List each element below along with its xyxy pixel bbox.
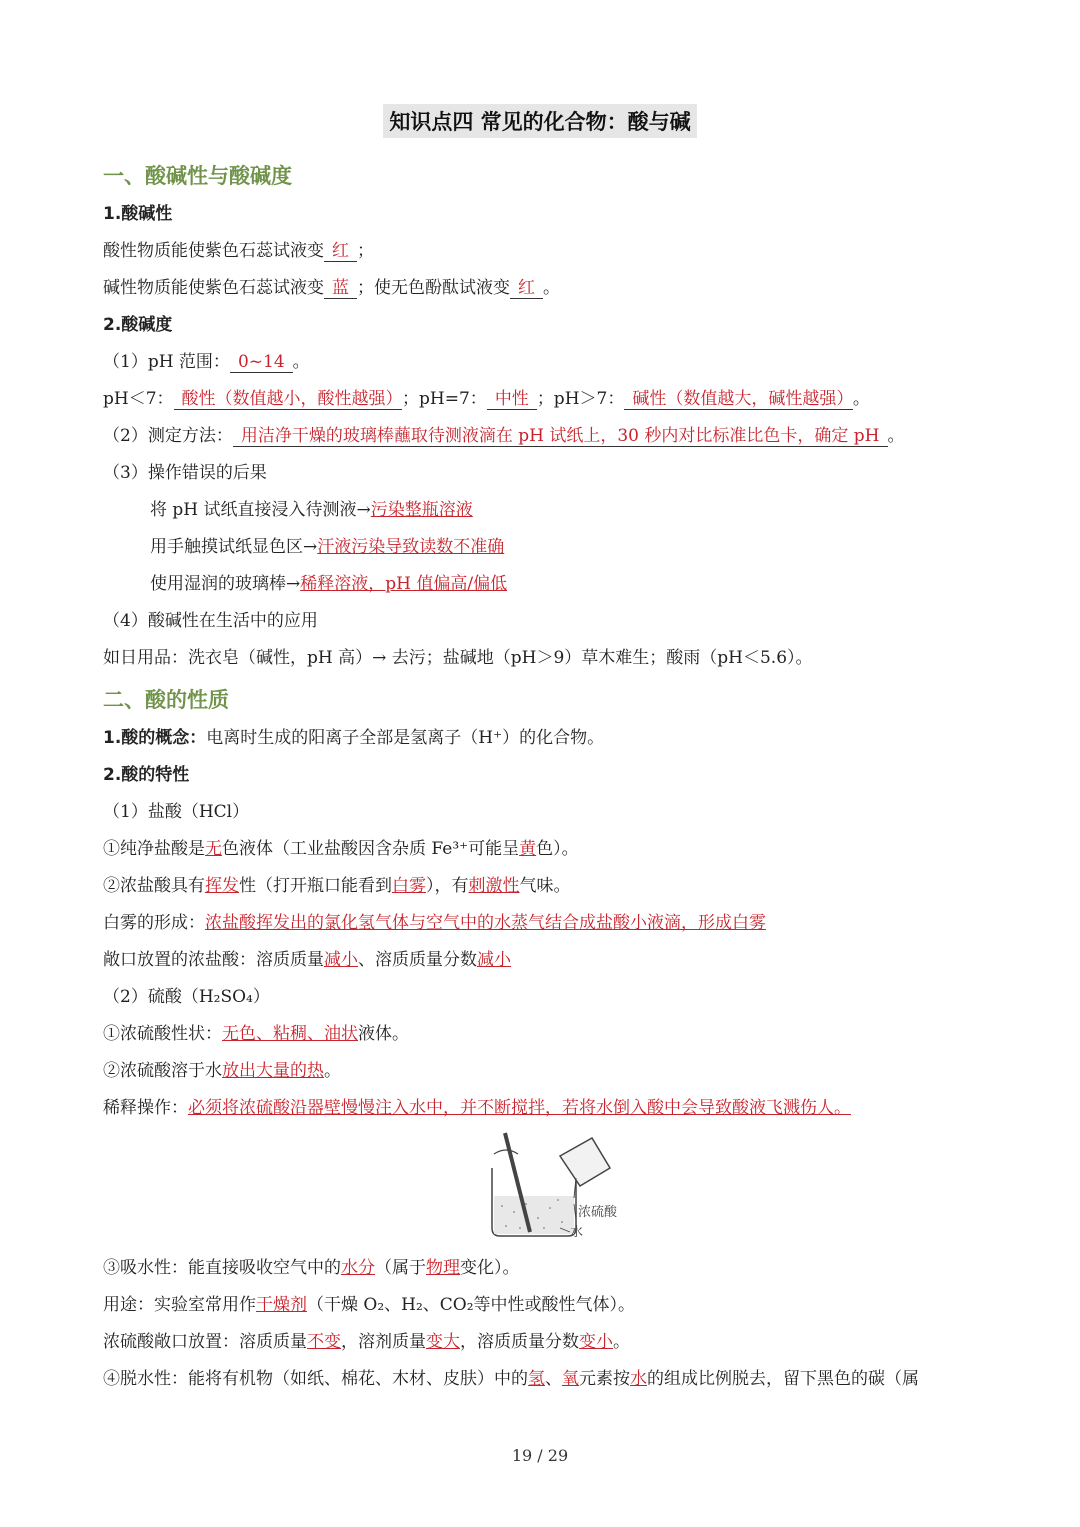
acidity-line-1: 酸性物质能使紫色石蕊试液变 红 ； bbox=[103, 241, 374, 261]
ph-app-text: 如日用品：洗衣皂（碱性，pH 高）→ 去污；盐碱地（pH＞9）草木难生；酸雨（pH＜5.6）。 bbox=[103, 648, 813, 668]
dilution-diagram bbox=[480, 1128, 630, 1248]
acid-concept-line: 1.酸的概念：电离时生成的阳离子全部是氢离子（H⁺）的化合物。 bbox=[103, 728, 605, 748]
hcl-open-line: 敞口放置的浓盐酸：溶质质量减小、溶质质量分数减小 bbox=[103, 950, 511, 970]
figure-label-water: 水 bbox=[570, 1225, 584, 1240]
ph-label: 2.酸碱度 bbox=[103, 315, 173, 335]
ph-app-title: （4）酸碱性在生活中的应用 bbox=[103, 611, 318, 631]
page-number: 19 / 29 bbox=[511, 1446, 569, 1465]
hcl-title: （1）盐酸（HCl） bbox=[103, 802, 250, 822]
water-liquid bbox=[494, 1196, 574, 1234]
hcl-line-1: ①纯净盐酸是无色液体（工业盐酸因含杂质 Fe³⁺可能呈黄色）。 bbox=[103, 839, 579, 859]
hcl-line-2: ②浓盐酸具有挥发性（打开瓶口能看到白雾），有刺激性气味。 bbox=[103, 876, 571, 896]
h2so4-line-4: ④脱水性：能将有机物（如纸、棉花、木材、皮肤）中的氢、氧元素按水的组成比例脱去，留下黑色的碳（属 bbox=[103, 1369, 919, 1389]
fog-line: 白雾的形成：浓盐酸挥发出的氯化氢气体与空气中的水蒸气结合成盐酸小液滴，形成白雾 bbox=[103, 913, 766, 933]
use-line: 用途：实验室常用作干燥剂（干燥 O₂、H₂、CO₂等中性或酸性气体）。 bbox=[103, 1295, 636, 1315]
h2so4-open-line: 浓硫酸敞口放置：溶质质量不变，溶剂质量变大，溶质质量分数变小。 bbox=[103, 1332, 630, 1352]
ph-error-3: 使用湿润的玻璃棒→稀释溶液，pH 值偏高/偏低 bbox=[150, 574, 508, 594]
section-heading-1: 一、酸碱性与酸碱度 bbox=[103, 164, 292, 188]
stir-arrow-icon bbox=[494, 1150, 518, 1154]
ph-error-title: （3）操作错误的后果 bbox=[103, 463, 267, 483]
ph-error-1: 将 pH 试纸直接浸入待测液→污染整瓶溶液 bbox=[150, 500, 473, 520]
h2so4-line-1: ①浓硫酸性状：无色、粘稠、油状液体。 bbox=[103, 1024, 409, 1044]
ph-range-line: （1）pH 范围： 0~14 。 bbox=[103, 352, 310, 372]
ph-values-line: pH＜7： 酸性（数值越小，酸性越强） ；pH=7： 中性 ；pH＞7： 碱性（数值越大，碱性越强） 。 bbox=[103, 389, 870, 409]
acidity-line-2: 碱性物质能使紫色石蕊试液变 蓝 ；使无色酚酞试液变 红 。 bbox=[103, 278, 560, 298]
dilution-line: 稀释操作：必须将浓硫酸沿器壁慢慢注入水中，并不断搅拌，若将水倒入酸中会导致酸液飞溅伤人。 bbox=[103, 1098, 851, 1118]
h2so4-line-2: ②浓硫酸溶于水放出大量的热。 bbox=[103, 1061, 341, 1081]
figure-label-acid: 浓硫酸 bbox=[578, 1205, 618, 1220]
section-heading-2: 二、酸的性质 bbox=[103, 688, 229, 712]
ph-error-2: 用手触摸试纸显色区→汗液污染导致读数不准确 bbox=[150, 537, 505, 557]
acid-prop-label: 2.酸的特性 bbox=[103, 765, 190, 785]
page-title: 知识点四 常见的化合物：酸与碱 bbox=[383, 104, 696, 138]
acidity-label: 1.酸碱性 bbox=[103, 204, 173, 224]
ph-method-line: （2）测定方法： 用洁净干燥的玻璃棒蘸取待测液滴在 pH 试纸上，30 秒内对比标准比色卡，确定 pH 。 bbox=[103, 426, 905, 446]
h2so4-title: （2）硫酸（H₂SO₄） bbox=[103, 987, 270, 1007]
h2so4-line-3: ③吸水性：能直接吸收空气中的水分（属于物理变化）。 bbox=[103, 1258, 520, 1278]
pouring-beaker bbox=[560, 1138, 610, 1186]
